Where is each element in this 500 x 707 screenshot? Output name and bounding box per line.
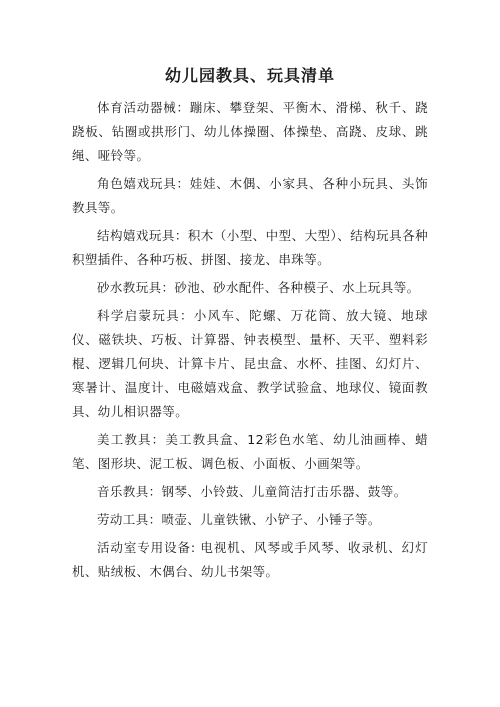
paragraph-science-toys: 科学启蒙玩具：小风车、陀螺、万花筒、放大镜、地球仪、磁铁块、巧板、计算器、钟表模型、量杯、天平、塑料彩棍、逻辑几何块、计算卡片、昆虫盒、水杯、挂图、幻灯片、寒暑计、温度计、电磁嬉戏盒、教学试验盒、地球仪、镜面教具、幼儿相识器等。 — [72, 308, 428, 419]
document-title: 幼儿园教具、玩具清单 — [164, 66, 335, 85]
paragraph-labor-tools: 劳动工具：喷壶、儿童铁锹、小铲子、小锤子等。 — [97, 512, 381, 527]
paragraph-art-supplies: 美工教具：美工教具盒、12彩色水笔、幼儿油画棒、蜡笔、图形块、泥工板、调色板、小面板、小画架等。 — [72, 432, 428, 471]
paragraph-sports-equipment: 体育活动器械：蹦床、攀登架、平衡木、滑梯、秋千、跷跷板、钻圈或拱形门、幼儿体操圈、体操垫、高跷、皮球、跳绳、哑铃等。 — [72, 100, 428, 163]
paragraph-construction-toys: 结构嬉戏玩具：积木（小型、中型、大型）、结构玩具各种积塑插件、各种巧板、拼图、接龙、串珠等。 — [72, 228, 428, 267]
paragraph-sand-water-toys: 砂水教玩具：砂池、砂水配件、各种模子、水上玩具等。 — [97, 280, 420, 295]
paragraph-music-instruments: 音乐教具：钢琴、小铃鼓、儿童简洁打击乐器、鼓等。 — [97, 484, 407, 499]
paragraph-activity-room-equipment: 活动室专用设备: 电视机、风琴或手风琴、收录机、幻灯机、贴绒板、木偶台、幼儿书架等。 — [72, 540, 428, 579]
paragraph-role-play-toys: 角色嬉戏玩具：娃娃、木偶、小家具、各种小玩具、头饰教具等。 — [72, 176, 428, 215]
